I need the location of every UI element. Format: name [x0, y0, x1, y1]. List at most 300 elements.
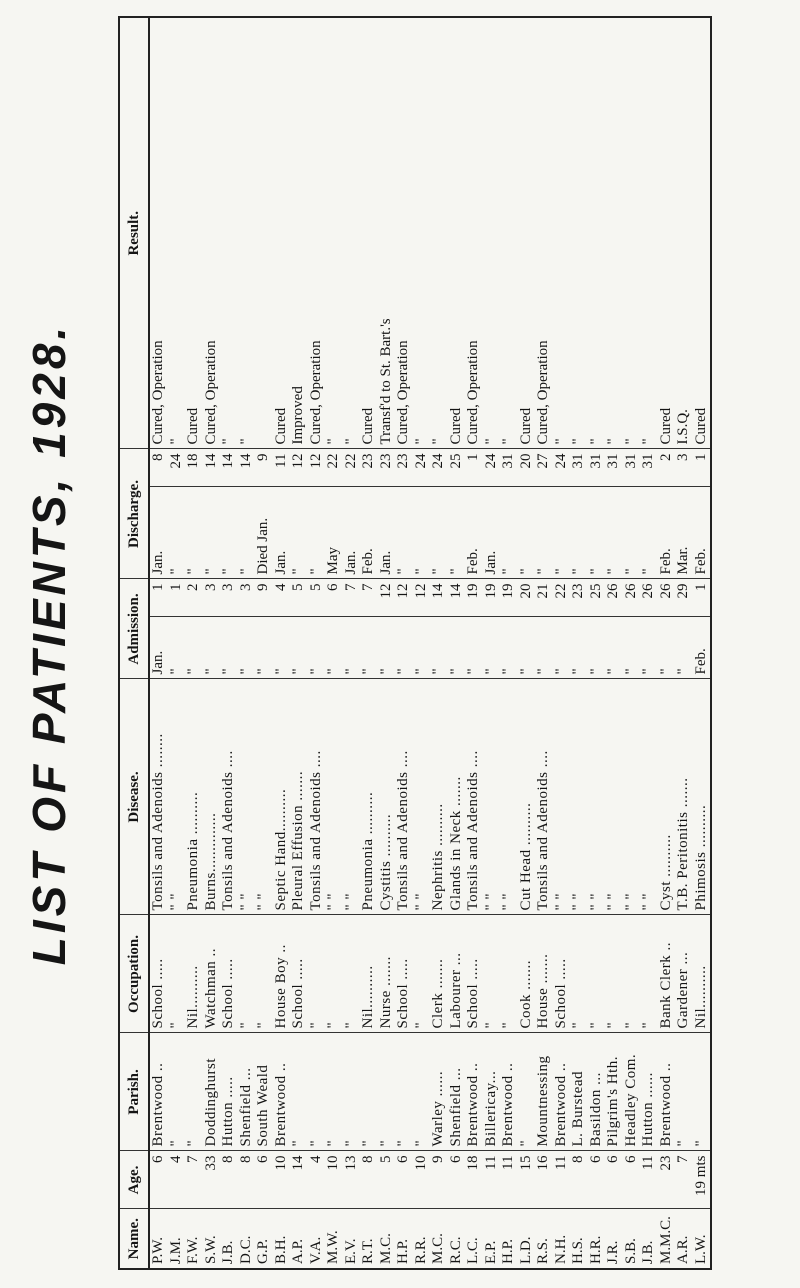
- cell-result: Cured: [657, 407, 674, 445]
- cell-age: 7: [185, 1151, 203, 1209]
- cell-disease: " ": [623, 679, 641, 915]
- cell-admission-month: ": [535, 617, 553, 679]
- cell-occupation: School .....: [465, 915, 483, 1033]
- cell-disease: Burns..............: [203, 679, 221, 915]
- cell-parish: Brentwood ..: [658, 1033, 676, 1151]
- cell-admission-day: 3: [220, 579, 238, 617]
- cell-admission-day: 1: [149, 579, 168, 617]
- table-row: [640, 17, 658, 1269]
- header-name: Name.: [119, 1209, 149, 1269]
- cell-admission-day: 26: [623, 579, 641, 617]
- cell-parish: Billericay...: [483, 1033, 501, 1151]
- cell-admission-day: 12: [395, 579, 413, 617]
- cell-discharge-month: ": [518, 487, 536, 579]
- table-row: [483, 17, 501, 1269]
- patients-table: [118, 16, 712, 1270]
- cell-result: Cured, Operation: [535, 340, 551, 445]
- cell-occupation: Watchman ..: [203, 915, 221, 1033]
- table-row: [518, 17, 536, 1269]
- cell-disease: " ": [500, 679, 518, 915]
- table-body: [149, 17, 711, 1269]
- cell-name: A.P.: [290, 1209, 308, 1269]
- cell-occupation: School .....: [290, 915, 308, 1033]
- cell-occupation: ": [308, 915, 326, 1033]
- cell-discharge-day: 24: [430, 449, 448, 487]
- cell-admission-day: 5: [290, 579, 308, 617]
- header-admission: Admission.: [119, 579, 149, 679]
- cell-admission-month: ": [238, 617, 256, 679]
- cell-discharge-month: ": [290, 487, 308, 579]
- cell-result: ": [482, 438, 499, 445]
- cell-age: 11: [483, 1151, 501, 1209]
- cell-admission-day: 2: [185, 579, 203, 617]
- cell-admission-month: ": [273, 617, 291, 679]
- cell-disease: Tonsils and Adenoids ........: [149, 679, 168, 915]
- cell-admission-day: 19: [483, 579, 501, 617]
- cell-name: E.P.: [483, 1209, 501, 1269]
- cell-disease: " ": [570, 679, 588, 915]
- cell-discharge-day: 23: [378, 449, 396, 487]
- cell-occupation: School .....: [395, 915, 413, 1033]
- table-row: [693, 17, 712, 1269]
- table-row: [413, 17, 431, 1269]
- cell-discharge-day: 11: [273, 449, 291, 487]
- cell-admission-month: ": [570, 617, 588, 679]
- table-row: [448, 17, 466, 1269]
- cell-name: F.W.: [185, 1209, 203, 1269]
- cell-parish: Brentwood ..: [500, 1033, 518, 1151]
- cell-name: J.M.: [168, 1209, 186, 1269]
- cell-discharge-day: 14: [238, 449, 256, 487]
- cell-occupation: Labourer ...: [448, 915, 466, 1033]
- cell-result: Cured, Operation: [150, 340, 166, 445]
- cell-discharge-month: Jan.: [378, 487, 396, 579]
- cell-admission-day: 7: [360, 579, 378, 617]
- table-row: [255, 17, 273, 1269]
- header-disease: Disease.: [119, 679, 149, 915]
- cell-discharge-day: 12: [290, 449, 308, 487]
- cell-admission-day: 12: [413, 579, 431, 617]
- table-row: [465, 17, 483, 1269]
- cell-admission-month: Jan.: [149, 617, 168, 679]
- cell-age: 10: [273, 1151, 291, 1209]
- cell-admission-month: ": [605, 617, 623, 679]
- cell-discharge-month: ": [588, 487, 606, 579]
- cell-discharge-month: Mar.: [675, 487, 693, 579]
- cell-occupation: ": [483, 915, 501, 1033]
- cell-discharge-month: ": [500, 487, 518, 579]
- cell-parish: ": [325, 1033, 343, 1151]
- cell-disease: " ": [343, 679, 361, 915]
- cell-parish: ": [343, 1033, 361, 1151]
- cell-admission-day: 19: [465, 579, 483, 617]
- cell-discharge-month: Jan.: [343, 487, 361, 579]
- cell-discharge-month: ": [168, 487, 186, 579]
- cell-occupation: School .....: [553, 915, 571, 1033]
- cell-admission-month: ": [185, 617, 203, 679]
- cell-age: 8: [220, 1151, 238, 1209]
- cell-occupation: ": [255, 915, 273, 1033]
- cell-result: Cured, Operation: [465, 340, 481, 445]
- page-title: LIST OF PATIENTS, 1928.: [23, 322, 75, 966]
- cell-admission-month: ": [448, 617, 466, 679]
- cell-parish: Brentwood ..: [149, 1033, 168, 1151]
- cell-discharge-month: Feb.: [465, 487, 483, 579]
- table-row: [220, 17, 238, 1269]
- cell-parish: ": [290, 1033, 308, 1151]
- cell-discharge-day: 2: [658, 449, 676, 487]
- cell-discharge-month: ": [203, 487, 221, 579]
- cell-age: 16: [535, 1151, 553, 1209]
- cell-name: V.A.: [308, 1209, 326, 1269]
- table-row: [343, 17, 361, 1269]
- table-row: [430, 17, 448, 1269]
- cell-disease: Glands in Neck .......: [448, 679, 466, 915]
- table-row: [360, 17, 378, 1269]
- cell-discharge-month: Feb.: [693, 487, 712, 579]
- cell-disease: " ": [553, 679, 571, 915]
- table-row: [553, 17, 571, 1269]
- cell-discharge-month: Feb.: [658, 487, 676, 579]
- cell-discharge-day: 18: [185, 449, 203, 487]
- cell-name: M.C.: [378, 1209, 396, 1269]
- cell-admission-day: 14: [448, 579, 466, 617]
- cell-age: 23: [658, 1151, 676, 1209]
- cell-result: ": [570, 438, 586, 445]
- table-row: [675, 17, 693, 1269]
- cell-discharge-day: 20: [518, 449, 536, 487]
- cell-admission-day: 1: [168, 579, 186, 617]
- cell-discharge-day: 31: [623, 449, 641, 487]
- cell-admission-day: 14: [430, 579, 448, 617]
- cell-discharge-month: ": [413, 487, 431, 579]
- table-row: [168, 17, 186, 1269]
- cell-discharge-month: Jan.: [483, 487, 501, 579]
- cell-name: H.P.: [500, 1209, 518, 1269]
- cell-discharge-day: 22: [343, 449, 361, 487]
- cell-admission-month: ": [203, 617, 221, 679]
- cell-result: Cured: [447, 407, 464, 445]
- cell-admission-day: 26: [658, 579, 676, 617]
- cell-occupation: Nil..........: [360, 915, 378, 1033]
- cell-discharge-month: ": [448, 487, 466, 579]
- cell-age: 11: [553, 1151, 571, 1209]
- cell-discharge-day: 31: [500, 449, 518, 487]
- cell-admission-day: 22: [553, 579, 571, 617]
- cell-discharge-month: Jan.: [149, 487, 168, 579]
- cell-occupation: Cook .......: [518, 915, 536, 1033]
- cell-admission-month: ": [168, 617, 186, 679]
- cell-name: J.B.: [220, 1209, 238, 1269]
- cell-disease: Pneumonia ..........: [360, 679, 378, 915]
- cell-admission-month: ": [658, 617, 676, 679]
- cell-admission-month: ": [588, 617, 606, 679]
- cell-name: J.R.: [605, 1209, 623, 1269]
- cell-admission-month: ": [640, 617, 658, 679]
- table-row: [500, 17, 518, 1269]
- cell-parish: ": [360, 1033, 378, 1151]
- cell-result: Cured, Operation: [395, 340, 411, 445]
- cell-result: ": [587, 438, 604, 445]
- cell-disease: Cystitis ..........: [378, 679, 396, 915]
- cell-name: B.H.: [273, 1209, 291, 1269]
- cell-age: 10: [325, 1151, 343, 1209]
- cell-result: [255, 17, 273, 449]
- cell-age: 6: [395, 1151, 413, 1209]
- cell-name: R.R.: [413, 1209, 431, 1269]
- cell-admission-month: ": [483, 617, 501, 679]
- cell-parish: Basildon ...: [588, 1033, 606, 1151]
- cell-result: ": [237, 438, 254, 445]
- cell-discharge-month: ": [640, 487, 658, 579]
- cell-result: Improved: [290, 386, 306, 445]
- cell-admission-month: ": [395, 617, 413, 679]
- cell-name: M.W.: [325, 1209, 343, 1269]
- cell-admission-month: ": [465, 617, 483, 679]
- cell-occupation: ": [570, 915, 588, 1033]
- cell-result: ": [167, 438, 184, 445]
- cell-discharge-month: ": [535, 487, 553, 579]
- cell-occupation: ": [500, 915, 518, 1033]
- cell-discharge-month: ": [605, 487, 623, 579]
- cell-result: Cured: [692, 407, 709, 445]
- cell-result: I.S.Q.: [675, 409, 691, 445]
- cell-disease: Nephritis ..........: [430, 679, 448, 915]
- cell-discharge-day: 24: [168, 449, 186, 487]
- cell-result: ": [552, 438, 569, 445]
- cell-occupation: ": [623, 915, 641, 1033]
- cell-name: S.B.: [623, 1209, 641, 1269]
- cell-disease: " ": [640, 679, 658, 915]
- cell-admission-month: ": [308, 617, 326, 679]
- cell-result: Cured, Operation: [307, 340, 324, 445]
- cell-parish: ": [693, 1033, 712, 1151]
- cell-discharge-day: 22: [325, 449, 343, 487]
- cell-admission-day: 23: [570, 579, 588, 617]
- table-row: [325, 17, 343, 1269]
- cell-discharge-day: 24: [483, 449, 501, 487]
- cell-name: L.W.: [693, 1209, 712, 1269]
- cell-admission-day: 20: [518, 579, 536, 617]
- cell-name: L.C.: [465, 1209, 483, 1269]
- cell-occupation: ": [168, 915, 186, 1033]
- cell-discharge-day: 24: [553, 449, 571, 487]
- cell-name: R.T.: [360, 1209, 378, 1269]
- cell-name: D.C.: [238, 1209, 256, 1269]
- cell-discharge-month: ": [395, 487, 413, 579]
- cell-disease: " ": [325, 679, 343, 915]
- cell-occupation: Clerk .......: [430, 915, 448, 1033]
- cell-result: ": [430, 438, 446, 445]
- cell-disease: " ": [238, 679, 256, 915]
- table-row: [203, 17, 221, 1269]
- cell-occupation: Bank Clerk ..: [658, 915, 676, 1033]
- cell-age: 8: [238, 1151, 256, 1209]
- cell-admission-month: ": [553, 617, 571, 679]
- cell-disease: Tonsils and Adenoids ....: [308, 679, 326, 915]
- cell-admission-day: 29: [675, 579, 693, 617]
- cell-parish: Warley ......: [430, 1033, 448, 1151]
- cell-admission-day: 5: [308, 579, 326, 617]
- cell-discharge-month: ": [570, 487, 588, 579]
- table-row: [308, 17, 326, 1269]
- cell-age: 4: [168, 1151, 186, 1209]
- cell-parish: Shenfield ...: [448, 1033, 466, 1151]
- table-row: [658, 17, 676, 1269]
- cell-occupation: House .......: [535, 915, 553, 1033]
- cell-name: L.D.: [518, 1209, 536, 1269]
- cell-discharge-month: ": [553, 487, 571, 579]
- cell-name: H.S.: [570, 1209, 588, 1269]
- table-header-row: [119, 17, 149, 1269]
- table-row: [238, 17, 256, 1269]
- table-row: [273, 17, 291, 1269]
- cell-occupation: ": [413, 915, 431, 1033]
- cell-disease: Pneumonia ..........: [185, 679, 203, 915]
- cell-discharge-day: 24: [413, 449, 431, 487]
- cell-discharge-month: ": [185, 487, 203, 579]
- cell-discharge-day: 31: [605, 449, 623, 487]
- cell-age: 6: [149, 1151, 168, 1209]
- cell-parish: Brentwood ..: [465, 1033, 483, 1151]
- header-discharge: Discharge.: [119, 449, 149, 579]
- cell-parish: Doddinghurst: [203, 1033, 221, 1151]
- cell-discharge-day: 8: [149, 449, 168, 487]
- cell-result: Transf'd to St. Bart.'s: [377, 318, 394, 445]
- cell-admission-month: ": [220, 617, 238, 679]
- cell-age: 6: [448, 1151, 466, 1209]
- cell-parish: L. Burstead: [570, 1033, 588, 1151]
- cell-parish: ": [185, 1033, 203, 1151]
- cell-discharge-month: Died Jan.: [255, 487, 273, 579]
- cell-disease: " ": [588, 679, 606, 915]
- cell-parish: ": [675, 1033, 693, 1151]
- cell-admission-month: ": [255, 617, 273, 679]
- cell-age: 10: [413, 1151, 431, 1209]
- cell-discharge-day: 1: [693, 449, 712, 487]
- cell-parish: ": [168, 1033, 186, 1151]
- cell-admission-day: 6: [325, 579, 343, 617]
- cell-admission-day: 9: [255, 579, 273, 617]
- cell-admission-month: Feb.: [693, 617, 712, 679]
- cell-admission-day: 3: [238, 579, 256, 617]
- cell-admission-month: ": [518, 617, 536, 679]
- cell-disease: Tonsils and Adenoids ....: [465, 679, 483, 915]
- cell-discharge-day: 31: [588, 449, 606, 487]
- cell-discharge-day: 14: [220, 449, 238, 487]
- cell-disease: Pleural Effusion .......: [290, 679, 308, 915]
- cell-occupation: ": [588, 915, 606, 1033]
- cell-name: N.H.: [553, 1209, 571, 1269]
- cell-admission-month: ": [343, 617, 361, 679]
- cell-result: ": [622, 438, 639, 445]
- cell-discharge-month: ": [238, 487, 256, 579]
- cell-discharge-day: 25: [448, 449, 466, 487]
- cell-occupation: Nurse .......: [378, 915, 396, 1033]
- cell-age: 19 mts: [693, 1151, 712, 1209]
- table-row: [535, 17, 553, 1269]
- cell-occupation: ": [325, 915, 343, 1033]
- cell-occupation: Nil..........: [693, 915, 712, 1033]
- cell-admission-month: ": [500, 617, 518, 679]
- cell-age: 4: [308, 1151, 326, 1209]
- cell-disease: Tonsils and Adenoids ....: [395, 679, 413, 915]
- cell-age: 9: [430, 1151, 448, 1209]
- cell-age: 13: [343, 1151, 361, 1209]
- cell-discharge-month: ": [220, 487, 238, 579]
- cell-admission-day: 4: [273, 579, 291, 617]
- cell-parish: Brentwood ..: [273, 1033, 291, 1151]
- cell-admission-day: 3: [203, 579, 221, 617]
- cell-age: 8: [360, 1151, 378, 1209]
- cell-occupation: School .....: [220, 915, 238, 1033]
- cell-disease: " ": [483, 679, 501, 915]
- cell-name: H.P.: [395, 1209, 413, 1269]
- cell-disease: Phimosis ..........: [693, 679, 712, 915]
- cell-name: S.W.: [203, 1209, 221, 1269]
- cell-discharge-month: ": [430, 487, 448, 579]
- cell-age: 5: [378, 1151, 396, 1209]
- cell-discharge-month: May: [325, 487, 343, 579]
- cell-result: ": [500, 438, 516, 445]
- table-row: [395, 17, 413, 1269]
- cell-name: J.B.: [640, 1209, 658, 1269]
- cell-occupation: Gardener ...: [675, 915, 693, 1033]
- cell-admission-month: ": [413, 617, 431, 679]
- cell-disease: " ": [605, 679, 623, 915]
- cell-admission-day: 1: [693, 579, 712, 617]
- cell-admission-month: ": [325, 617, 343, 679]
- cell-admission-month: ": [430, 617, 448, 679]
- cell-admission-month: ": [378, 617, 396, 679]
- cell-age: 15: [518, 1151, 536, 1209]
- cell-discharge-day: 31: [570, 449, 588, 487]
- cell-discharge-day: 3: [675, 449, 693, 487]
- header-occupation: Occupation.: [119, 915, 149, 1033]
- cell-discharge-day: 14: [203, 449, 221, 487]
- cell-occupation: ": [640, 915, 658, 1033]
- cell-discharge-day: 9: [255, 449, 273, 487]
- cell-age: 8: [570, 1151, 588, 1209]
- cell-disease: " ": [413, 679, 431, 915]
- cell-parish: Brentwood ..: [553, 1033, 571, 1151]
- cell-name: R.S.: [535, 1209, 553, 1269]
- cell-age: 7: [675, 1151, 693, 1209]
- cell-admission-month: ": [360, 617, 378, 679]
- cell-result: ": [220, 438, 236, 445]
- cell-result: Cured, Operation: [202, 340, 219, 445]
- cell-result: Cured: [517, 407, 534, 445]
- cell-disease: Tonsils and Adenoids ....: [535, 679, 553, 915]
- cell-admission-day: 19: [500, 579, 518, 617]
- header-parish: Parish.: [119, 1033, 149, 1151]
- cell-name: P.W.: [149, 1209, 168, 1269]
- cell-name: R.C.: [448, 1209, 466, 1269]
- cell-age: 11: [500, 1151, 518, 1209]
- cell-result: ": [605, 438, 621, 445]
- cell-result: ": [640, 438, 656, 445]
- cell-disease: Tonsils and Adenoids ....: [220, 679, 238, 915]
- cell-discharge-month: ": [308, 487, 326, 579]
- cell-occupation: School .....: [149, 915, 168, 1033]
- cell-age: 14: [290, 1151, 308, 1209]
- cell-parish: Mountnessing: [535, 1033, 553, 1151]
- cell-occupation: ": [238, 915, 256, 1033]
- cell-disease: Cyst ..........: [658, 679, 676, 915]
- cell-admission-month: ": [290, 617, 308, 679]
- table-row: [623, 17, 641, 1269]
- cell-discharge-day: 31: [640, 449, 658, 487]
